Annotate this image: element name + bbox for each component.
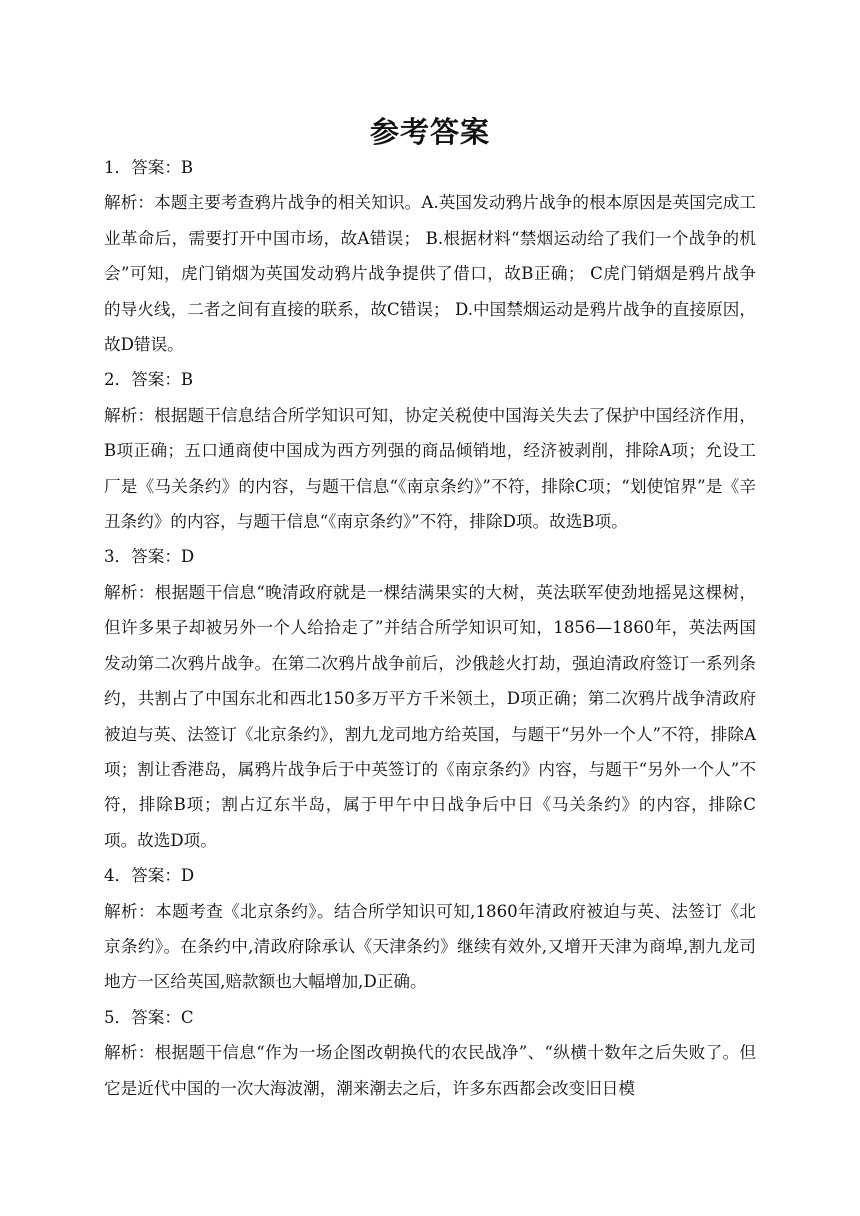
analysis-text: 解析：根据题干信息结合所学知识可知，协定关税使中国海关失去了保护中国经济作用，B项正确；五口通商使中国成为西方列强的商品倾销地，经济被剥削，排除A项；允设工厂是《马关条约》的内容，与题干信息“《南京条约》”不符，排除C项；“划使馆界”是《辛丑条约》的内容，与题干信息“《南京条约》”不符，排除D项。故选B项。 <box>104 405 756 532</box>
answer-list <box>104 150 756 1106</box>
page-title: 参考答案 <box>369 115 490 149</box>
analysis-text: 解析：本题考查《北京条约》。结合所学知识可知,1860年清政府被迫与英、法签订《北京条约》。在条约中,清政府除承认《天津条约》继续有效外,又增开天津为商埠,割九龙司地方一区给英国,赔款额也大幅增加,D正确。 <box>104 901 756 992</box>
answer-item-2 <box>104 362 756 539</box>
answer-line: 5．答案：C <box>104 1007 194 1027</box>
answer-item-1 <box>104 150 756 362</box>
answer-item-4 <box>104 858 756 1000</box>
answer-line: 1．答案：B <box>104 158 194 177</box>
analysis-text: 解析：根据题干信息“晚清政府就是一棵结满果实的大树，英法联军使劲地摇晃这棵树，但许多果子却被另外一个人给拾走了”并结合所学知识可知，1856—1860年，英法两国发动第二次鸦片战争。在第二次鸦片战争前后，沙俄趁火打劫，强迫清政府签订一系列条约，共割占了中国东北和西北150多万平方千米领土，D项正确；第二次鸦片战争清政府被迫与英、法签订《北京条约》，割九龙司地方给英国，与题干“另外一个人”不符，排除A项；割让香港岛，属鸦片战争后于中英签订的《南京条约》内容，与题干“另外一个人”不符，排除B项；割占辽东半岛，属于甲午中日战争后中日《马关条约》的内容，排除C项。故选D项。 <box>104 582 756 850</box>
answer-line: 3．答案：D <box>104 547 195 567</box>
answer-item-5 <box>104 1000 756 1106</box>
answer-line: 4．答案：D <box>104 866 195 886</box>
answer-item-3 <box>104 539 756 858</box>
analysis-text: 解析：本题主要考查鸦片战争的相关知识。A.英国发动鸦片战争的根本原因是英国完成工业革命后，需要打开中国市场，故A错误； B.根据材料“禁烟运动给了我们一个战争的机会”可知，虎门销烟为英国发动鸦片战争提供了借口，故B正确； C虎门销烟是鸦片战争的导火线，二者之间有直接的联系，故C错误； D.中国禁烟运动是鸦片战争的直接原因，故D错误。 <box>104 193 756 355</box>
answer-line: 2．答案：B <box>104 370 194 390</box>
analysis-text: 解析：根据题干信息“作为一场企图改朝换代的农民战净”、“纵横十数年之后失败了。但它是近代中国的一次大海波潮，潮来潮去之后，许多东西都会改变旧日模 <box>104 1043 756 1098</box>
